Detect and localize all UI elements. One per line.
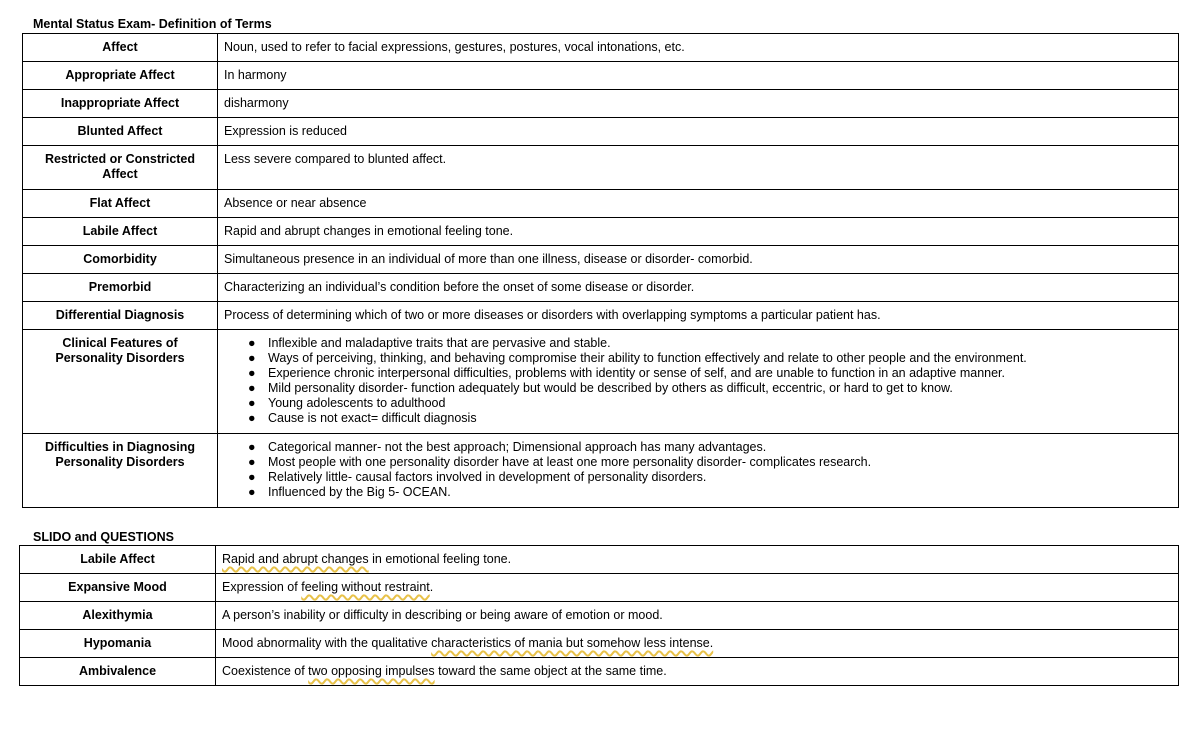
table-row (20, 546, 1179, 574)
definition-cell (216, 658, 1179, 686)
list-item: ● Mild personality disorder- function adequately but would be described by others as difficult, eccentric, or hard to get to know. (248, 381, 953, 395)
bullet-icon: ● (248, 336, 256, 350)
table-row (20, 602, 1179, 630)
term-cell: Labile Affect (20, 546, 216, 574)
bullet-icon: ● (248, 396, 256, 410)
term-cell: Clinical Features of Personality Disorders (23, 330, 218, 434)
definition-cell (216, 546, 1179, 574)
table-row (23, 34, 1179, 62)
definitions-table (22, 33, 1179, 508)
table-row (23, 146, 1179, 190)
table-row (20, 630, 1179, 658)
term-cell: Blunted Affect (23, 118, 218, 146)
highlighted-phrase: two opposing impulses (308, 664, 435, 678)
definition-text: A person’s inability or difficulty in describing or being aware of emotion or mood. (222, 608, 663, 622)
definition-text: toward the same object at the same time. (434, 664, 667, 678)
highlighted-phrase: characteristics of mania but somehow less intense. (431, 636, 714, 650)
list-item: ● Experience chronic interpersonal difficulties, problems with identity or sense of self, and are unable to function in an adaptive manner. (248, 366, 1005, 380)
definition-cell: disharmony (218, 90, 1179, 118)
definition-cell: Process of determining which of two or more diseases or disorders with overlapping symptoms a particular patient has. (218, 302, 1179, 330)
table-row (23, 190, 1179, 218)
list-item: ● Ways of perceiving, thinking, and behaving compromise their ability to function effectively and relate to other people and the environment. (248, 351, 1027, 365)
bullet-icon: ● (248, 455, 256, 469)
bullet-icon: ● (248, 470, 256, 484)
list-item: ● Young adolescents to adulthood (248, 396, 446, 410)
term-cell: Restricted or Constricted Affect (23, 146, 218, 190)
definition-cell (216, 602, 1179, 630)
bullet-icon: ● (248, 381, 256, 395)
section-title-definitions: Mental Status Exam- Definition of Terms (33, 17, 272, 31)
term-cell: Inappropriate Affect (23, 90, 218, 118)
list-item: ● Inflexible and maladaptive traits that are pervasive and stable. (248, 336, 611, 350)
table-row (23, 330, 1179, 434)
table-row (23, 118, 1179, 146)
definition-cell: Simultaneous presence in an individual of more than one illness, disease or disorder- comorbid. (218, 246, 1179, 274)
section-title-slido: SLIDO and QUESTIONS (33, 530, 174, 544)
highlighted-phrase: feeling without restraint (301, 580, 430, 594)
table-row (23, 302, 1179, 330)
list-item: ● Influenced by the Big 5- OCEAN. (248, 485, 451, 499)
highlighted-phrase: Rapid and abrupt changes (222, 552, 369, 566)
bullet-list (224, 440, 1172, 500)
definition-cell: Characterizing an individual’s condition before the onset of some disease or disorder. (218, 274, 1179, 302)
definition-cell (218, 434, 1179, 508)
term-cell: Difficulties in Diagnosing Personality Disorders (23, 434, 218, 508)
definition-text: Expression of (222, 580, 302, 594)
table-row (20, 574, 1179, 602)
term-cell: Premorbid (23, 274, 218, 302)
table-row (23, 274, 1179, 302)
definition-cell: Rapid and abrupt changes in emotional feeling tone. (218, 218, 1179, 246)
term-cell: Alexithymia (20, 602, 216, 630)
table-row (20, 658, 1179, 686)
bullet-icon: ● (248, 351, 256, 365)
bullet-icon: ● (248, 411, 256, 425)
term-cell: Ambivalence (20, 658, 216, 686)
table-row (23, 90, 1179, 118)
term-cell: Appropriate Affect (23, 62, 218, 90)
definition-text: in emotional feeling tone. (368, 552, 512, 566)
definition-text: . (429, 580, 434, 594)
list-item: ● Categorical manner- not the best approach; Dimensional approach has many advantages. (248, 440, 767, 454)
list-item: ● Cause is not exact= difficult diagnosis (248, 411, 477, 425)
definition-cell: Absence or near absence (218, 190, 1179, 218)
definition-text: Coexistence of (222, 664, 309, 678)
bullet-list (224, 336, 1172, 426)
term-cell: Expansive Mood (20, 574, 216, 602)
term-cell: Affect (23, 34, 218, 62)
table-row (23, 218, 1179, 246)
definition-cell (216, 574, 1179, 602)
term-cell: Hypomania (20, 630, 216, 658)
table-row (23, 434, 1179, 508)
table-row (23, 62, 1179, 90)
list-item: ● Most people with one personality disorder have at least one more personality disorder- complicates research. (248, 455, 872, 469)
definition-cell: Less severe compared to blunted affect. (218, 146, 1179, 190)
definition-cell (218, 330, 1179, 434)
definition-text: Mood abnormality with the qualitative (222, 636, 432, 650)
list-item: ● Relatively little- causal factors involved in development of personality disorders. (248, 470, 707, 484)
term-cell: Differential Diagnosis (23, 302, 218, 330)
definition-cell: Expression is reduced (218, 118, 1179, 146)
bullet-icon: ● (248, 485, 256, 499)
bullet-icon: ● (248, 440, 256, 454)
slido-table (19, 545, 1179, 686)
term-cell: Comorbidity (23, 246, 218, 274)
definition-cell (216, 630, 1179, 658)
definition-cell: Noun, used to refer to facial expressions, gestures, postures, vocal intonations, etc. (218, 34, 1179, 62)
table-row (23, 246, 1179, 274)
term-cell: Flat Affect (23, 190, 218, 218)
term-cell: Labile Affect (23, 218, 218, 246)
bullet-icon: ● (248, 366, 256, 380)
definition-cell: In harmony (218, 62, 1179, 90)
